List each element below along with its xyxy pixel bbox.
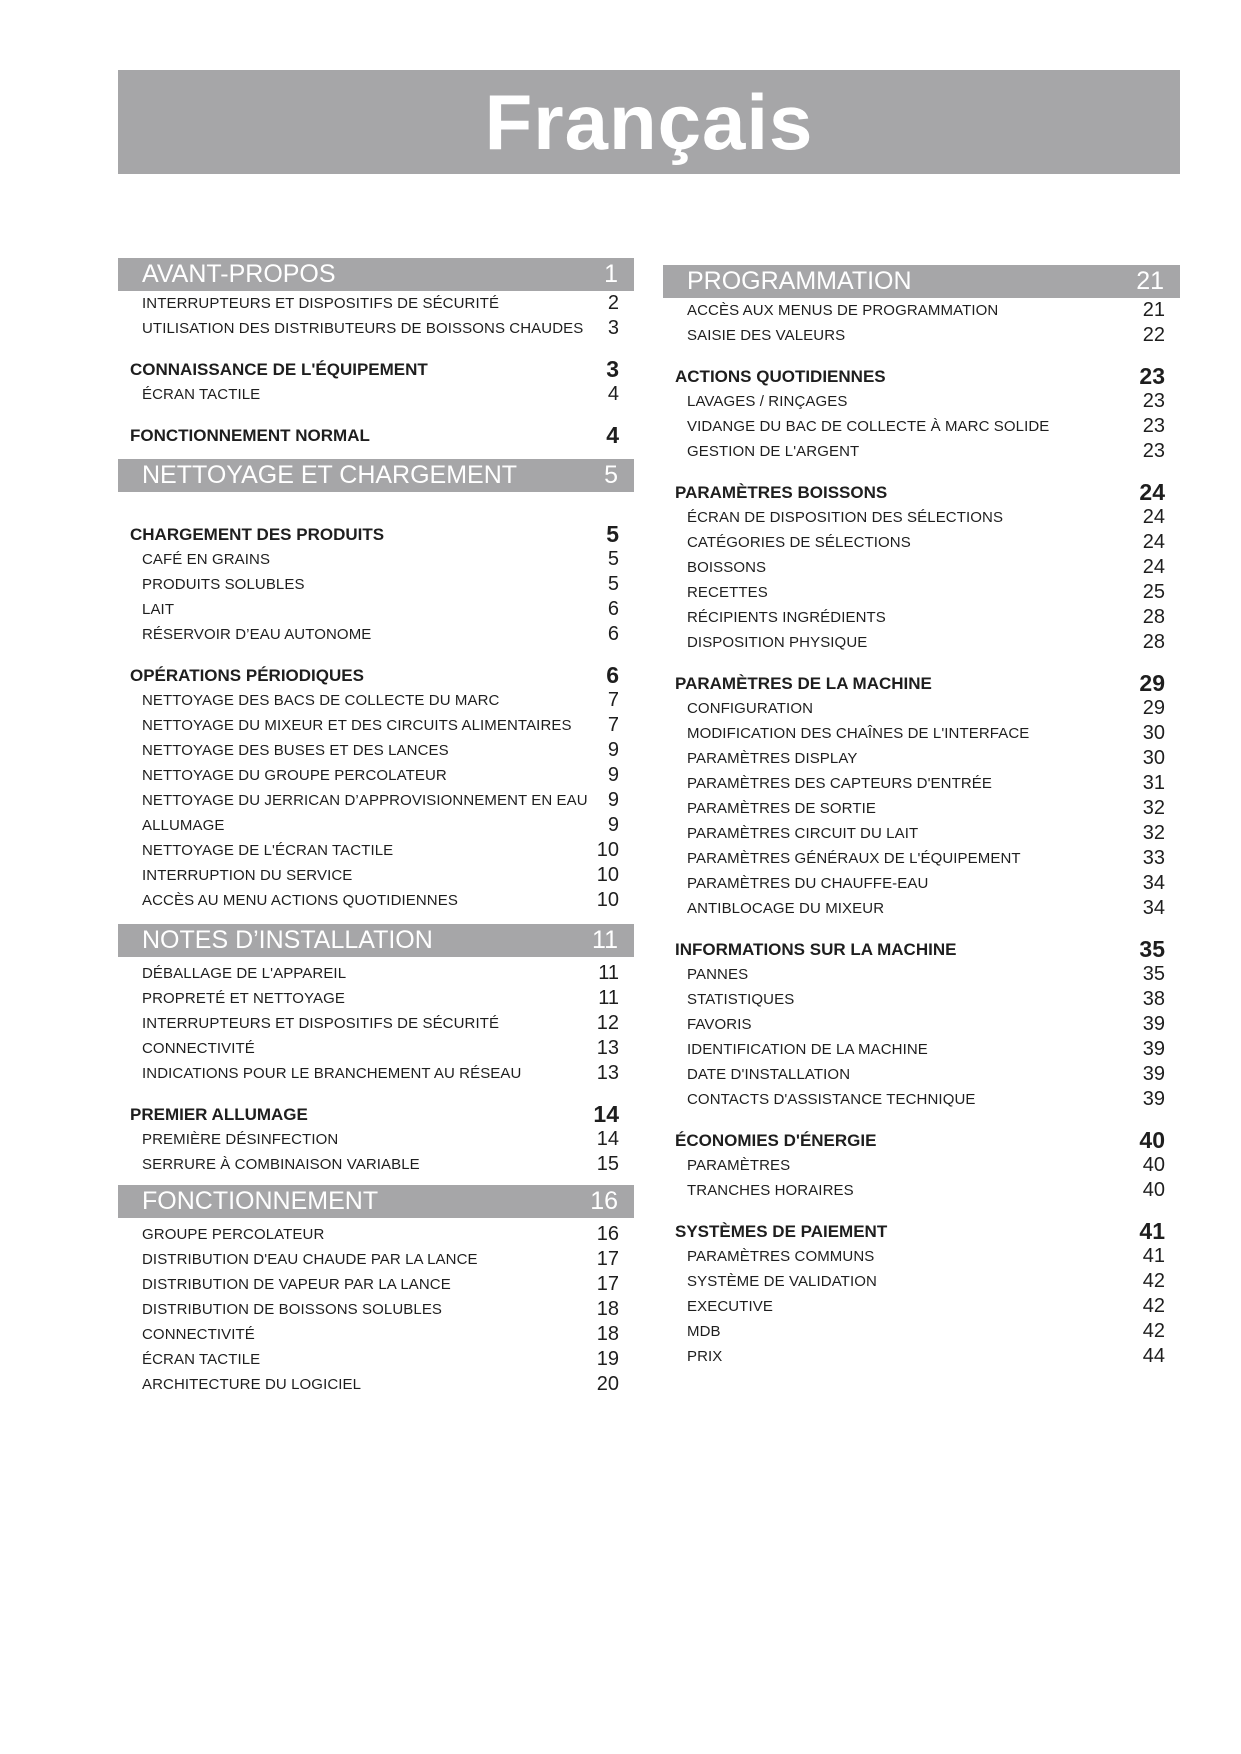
toc-item-title: PARAMÈTRES DISPLAY	[687, 750, 858, 767]
toc-item[interactable]	[118, 1247, 634, 1272]
toc-item[interactable]	[118, 1222, 634, 1247]
toc-item[interactable]	[118, 1322, 634, 1347]
toc-item-title: IDENTIFICATION DE LA MACHINE	[687, 1041, 928, 1058]
toc-item-page: 9	[607, 814, 619, 836]
toc-item[interactable]	[663, 1012, 1180, 1037]
toc-item-title: ÉCRAN TACTILE	[142, 386, 261, 403]
toc-item-title: SERRURE À COMBINAISON VARIABLE	[142, 1156, 420, 1173]
toc-item[interactable]	[663, 389, 1180, 414]
toc-item-title: NETTOYAGE DES BUSES ET DES LANCES	[142, 742, 449, 759]
toc-item-title: VIDANGE DU BAC DE COLLECTE À MARC SOLIDE	[687, 418, 1050, 435]
toc-item-title: GROUPE PERCOLATEUR	[142, 1226, 325, 1243]
toc-item[interactable]	[663, 1153, 1180, 1178]
toc-item[interactable]	[118, 572, 634, 597]
section-header[interactable]	[663, 671, 1180, 696]
toc-item-page: 40	[1142, 1154, 1165, 1176]
toc-left-column	[118, 258, 634, 1397]
toc-item-page: 3	[607, 317, 619, 339]
toc-item[interactable]	[118, 1272, 634, 1297]
toc-item-page: 16	[596, 1223, 619, 1245]
section-title: CONNAISSANCE DE L'ÉQUIPEMENT	[130, 360, 428, 379]
toc-item[interactable]	[118, 547, 634, 572]
toc-item-title: DISPOSITION PHYSIQUE	[687, 634, 868, 651]
toc-item-title: RÉSERVOIR D’EAU AUTONOME	[142, 626, 372, 643]
toc-item-title: GESTION DE L'ARGENT	[687, 443, 860, 460]
toc-item[interactable]	[118, 713, 634, 738]
toc-item-page: 34	[1142, 897, 1165, 919]
toc-item[interactable]	[118, 1297, 634, 1322]
chapter-page: 5	[604, 461, 618, 489]
toc-item-title: PARAMÈTRES GÉNÉRAUX DE L'ÉQUIPEMENT	[687, 850, 1021, 867]
toc-item[interactable]	[118, 961, 634, 986]
toc-item-title: LAVAGES / RINÇAGES	[687, 393, 848, 410]
toc-item-page: 17	[596, 1273, 619, 1295]
toc-item[interactable]	[663, 1244, 1180, 1269]
toc-item-page: 2	[607, 292, 619, 314]
toc-item[interactable]	[663, 580, 1180, 605]
toc-item-page: 41	[1142, 1245, 1165, 1267]
section-title: INFORMATIONS SUR LA MACHINE	[675, 940, 957, 959]
toc-item-page: 18	[596, 1323, 619, 1345]
toc-item-page: 9	[607, 739, 619, 761]
toc-item-title: PARAMÈTRES DU CHAUFFE-EAU	[687, 875, 929, 892]
chapter-header[interactable]	[118, 1185, 634, 1218]
toc-item[interactable]	[663, 323, 1180, 348]
toc-item-title: BOISSONS	[687, 559, 767, 576]
toc-item-page: 24	[1142, 556, 1165, 578]
section-header[interactable]	[663, 1128, 1180, 1153]
toc-item-page: 15	[596, 1153, 619, 1175]
section-title: PARAMÈTRES DE LA MACHINE	[675, 674, 932, 693]
toc-item-page: 40	[1142, 1179, 1165, 1201]
toc-item-page: 11	[598, 987, 619, 1009]
section-page: 4	[606, 422, 619, 448]
toc-item[interactable]	[118, 316, 634, 341]
toc-item[interactable]	[118, 813, 634, 838]
toc-item[interactable]	[663, 1344, 1180, 1369]
toc-item[interactable]	[663, 771, 1180, 796]
toc-item-title: SAISIE DES VALEURS	[687, 327, 846, 344]
toc-item-title: PARAMÈTRES DE SORTIE	[687, 800, 876, 817]
toc-item-title: MODIFICATION DES CHAÎNES DE L'INTERFACE	[687, 725, 1030, 742]
toc-item[interactable]	[118, 1347, 634, 1372]
toc-item-page: 6	[607, 598, 619, 620]
section-page: 41	[1139, 1218, 1165, 1244]
toc-item-title: ARCHITECTURE DU LOGICIEL	[142, 1376, 362, 1393]
toc-item-page: 22	[1142, 324, 1165, 346]
toc-item-title: CONNECTIVITÉ	[142, 1326, 255, 1343]
chapter-header[interactable]	[663, 265, 1180, 298]
toc-item-title: RÉCIPIENTS INGRÉDIENTS	[687, 609, 886, 626]
toc-item-title: INDICATIONS POUR LE BRANCHEMENT AU RÉSEAU	[142, 1065, 522, 1082]
toc-item-page: 31	[1142, 772, 1165, 794]
toc-item-page: 42	[1142, 1270, 1165, 1292]
toc-item-title: LAIT	[142, 601, 175, 618]
section-page: 6	[606, 662, 619, 688]
toc-item-page: 28	[1142, 606, 1165, 628]
toc-item-title: PARAMÈTRES	[687, 1157, 791, 1174]
toc-item-page: 39	[1142, 1038, 1165, 1060]
toc-item-title: NETTOYAGE DU JERRICAN D’APPROVISIONNEMENT EN EAU	[142, 792, 588, 809]
toc-item[interactable]	[118, 863, 634, 888]
section-header[interactable]	[118, 522, 634, 547]
toc-item[interactable]	[118, 1152, 634, 1177]
toc-item-page: 39	[1142, 1063, 1165, 1085]
section-header[interactable]	[118, 357, 634, 382]
toc-item[interactable]	[118, 888, 634, 913]
section-title: PARAMÈTRES BOISSONS	[675, 483, 888, 502]
page-title: Français	[118, 70, 1180, 174]
toc-item[interactable]	[118, 1127, 634, 1152]
toc-item-title: UTILISATION DES DISTRIBUTEURS DE BOISSONS CHAUDES	[142, 320, 584, 337]
toc-item-title: CAFÉ EN GRAINS	[142, 551, 271, 568]
toc-item-title: PRIX	[687, 1348, 723, 1365]
toc-item-page: 29	[1142, 697, 1165, 719]
section-page: 3	[606, 356, 619, 382]
toc-item-page: 39	[1142, 1088, 1165, 1110]
toc-item-title: NETTOYAGE DES BACS DE COLLECTE DU MARC	[142, 692, 500, 709]
toc-item[interactable]	[663, 630, 1180, 655]
toc-item-title: NETTOYAGE DE L'ÉCRAN TACTILE	[142, 842, 394, 859]
toc-item[interactable]	[663, 1319, 1180, 1344]
chapter-title: NOTES D’INSTALLATION	[142, 926, 433, 954]
toc-item-page: 24	[1142, 531, 1165, 553]
toc-item[interactable]	[118, 597, 634, 622]
toc-item[interactable]	[663, 605, 1180, 630]
toc-item-page: 4	[607, 383, 619, 405]
toc-item-title: DATE D'INSTALLATION	[687, 1066, 851, 1083]
toc-item-page: 30	[1142, 722, 1165, 744]
toc-item-title: DISTRIBUTION D'EAU CHAUDE PAR LA LANCE	[142, 1251, 478, 1268]
toc-item-title: CONTACTS D'ASSISTANCE TECHNIQUE	[687, 1091, 976, 1108]
toc-item[interactable]	[663, 1087, 1180, 1112]
section-page: 29	[1139, 670, 1165, 696]
toc-item-title: NETTOYAGE DU MIXEUR ET DES CIRCUITS ALIMENTAIRES	[142, 717, 572, 734]
toc-item[interactable]	[663, 871, 1180, 896]
toc-item-title: ANTIBLOCAGE DU MIXEUR	[687, 900, 885, 917]
section-header[interactable]	[118, 1102, 634, 1127]
toc-item-page: 11	[598, 962, 619, 984]
toc-item[interactable]	[663, 1062, 1180, 1087]
toc-item-title: PANNES	[687, 966, 749, 983]
toc-item-title: ACCÈS AU MENU ACTIONS QUOTIDIENNES	[142, 892, 458, 909]
toc-item-title: MDB	[687, 1323, 721, 1340]
toc-item-title: FAVORIS	[687, 1016, 752, 1033]
section-header[interactable]	[663, 364, 1180, 389]
toc-item-title: NETTOYAGE DU GROUPE PERCOLATEUR	[142, 767, 447, 784]
toc-item-page: 23	[1142, 440, 1165, 462]
section-title: FONCTIONNEMENT NORMAL	[130, 426, 370, 445]
toc-item-title: INTERRUPTION DU SERVICE	[142, 867, 353, 884]
toc-item-page: 12	[596, 1012, 619, 1034]
toc-item-title: INTERRUPTEURS ET DISPOSITIFS DE SÉCURITÉ	[142, 1015, 500, 1032]
toc-item-page: 23	[1142, 390, 1165, 412]
toc-item[interactable]	[118, 1011, 634, 1036]
section-title: OPÉRATIONS PÉRIODIQUES	[130, 666, 364, 685]
toc-item-page: 13	[596, 1037, 619, 1059]
chapter-header[interactable]	[118, 924, 634, 957]
toc-item-page: 32	[1142, 822, 1165, 844]
section-header[interactable]	[118, 423, 634, 448]
toc-item[interactable]	[663, 696, 1180, 721]
toc-item-page: 14	[596, 1128, 619, 1150]
toc-item[interactable]	[118, 1036, 634, 1061]
toc-item-title: CONNECTIVITÉ	[142, 1040, 255, 1057]
section-page: 14	[593, 1101, 619, 1127]
section-title: ÉCONOMIES D'ÉNERGIE	[675, 1131, 877, 1150]
toc-item-title: PROPRETÉ ET NETTOYAGE	[142, 990, 345, 1007]
toc-item-title: EXECUTIVE	[687, 1298, 773, 1315]
chapter-title: AVANT-PROPOS	[142, 260, 336, 288]
toc-item-page: 10	[596, 889, 619, 911]
toc-item-page: 9	[607, 789, 619, 811]
toc-item-title: ÉCRAN TACTILE	[142, 1351, 261, 1368]
section-page: 5	[606, 521, 619, 547]
toc-item-page: 20	[596, 1373, 619, 1395]
toc-item[interactable]	[663, 298, 1180, 323]
toc-item[interactable]	[663, 1269, 1180, 1294]
section-header[interactable]	[663, 937, 1180, 962]
section-header[interactable]	[663, 1219, 1180, 1244]
toc-item[interactable]	[663, 414, 1180, 439]
toc-item[interactable]	[663, 1294, 1180, 1319]
toc-item-page: 38	[1142, 988, 1165, 1010]
toc-item-page: 42	[1142, 1320, 1165, 1342]
toc-item[interactable]	[118, 738, 634, 763]
toc-item-page: 28	[1142, 631, 1165, 653]
toc-item-page: 32	[1142, 797, 1165, 819]
toc-item-page: 7	[607, 714, 619, 736]
toc-item-title: PARAMÈTRES CIRCUIT DU LAIT	[687, 825, 919, 842]
toc-item[interactable]	[118, 622, 634, 647]
toc-item[interactable]	[118, 986, 634, 1011]
chapter-page: 16	[590, 1187, 618, 1215]
toc-item[interactable]	[118, 1061, 634, 1086]
toc-item-title: DISTRIBUTION DE VAPEUR PAR LA LANCE	[142, 1276, 451, 1293]
chapter-header[interactable]	[118, 258, 634, 291]
toc-item-page: 23	[1142, 415, 1165, 437]
toc-item[interactable]	[663, 746, 1180, 771]
toc-item-title: PARAMÈTRES COMMUNS	[687, 1248, 875, 1265]
toc-item-title: PARAMÈTRES DES CAPTEURS D'ENTRÉE	[687, 775, 993, 792]
toc-item[interactable]	[663, 1178, 1180, 1203]
chapter-title: PROGRAMMATION	[687, 267, 912, 295]
toc-item-page: 21	[1142, 299, 1165, 321]
toc-item-page: 6	[607, 623, 619, 645]
section-title: CHARGEMENT DES PRODUITS	[130, 525, 385, 544]
toc-item-page: 34	[1142, 872, 1165, 894]
toc-item-page: 18	[596, 1298, 619, 1320]
toc-item-title: RECETTES	[687, 584, 768, 601]
section-header[interactable]	[663, 480, 1180, 505]
toc-item-page: 10	[596, 864, 619, 886]
toc-item[interactable]	[663, 962, 1180, 987]
toc-item-page: 42	[1142, 1295, 1165, 1317]
toc-item[interactable]	[663, 1037, 1180, 1062]
chapter-title: FONCTIONNEMENT	[142, 1187, 379, 1215]
toc-item-title: PREMIÈRE DÉSINFECTION	[142, 1131, 339, 1148]
toc-item[interactable]	[663, 505, 1180, 530]
chapter-header[interactable]	[118, 459, 634, 492]
section-header[interactable]	[118, 663, 634, 688]
toc-item-page: 5	[607, 573, 619, 595]
toc-item-page: 7	[607, 689, 619, 711]
section-page: 35	[1139, 936, 1165, 962]
section-title: PREMIER ALLUMAGE	[130, 1105, 308, 1124]
toc-item-page: 33	[1142, 847, 1165, 869]
toc-item[interactable]	[663, 721, 1180, 746]
toc-item-page: 44	[1142, 1345, 1165, 1367]
toc-item[interactable]	[663, 987, 1180, 1012]
toc-item-page: 39	[1142, 1013, 1165, 1035]
toc-item-page: 19	[596, 1348, 619, 1370]
toc-item[interactable]	[118, 838, 634, 863]
toc-right-column	[663, 265, 1180, 1369]
toc-item-title: DISTRIBUTION DE BOISSONS SOLUBLES	[142, 1301, 443, 1318]
toc-item-title: TRANCHES HORAIRES	[687, 1182, 854, 1199]
toc-item-page: 24	[1142, 506, 1165, 528]
toc-item[interactable]	[663, 530, 1180, 555]
toc-item-title: INTERRUPTEURS ET DISPOSITIFS DE SÉCURITÉ	[142, 295, 500, 312]
toc-item[interactable]	[663, 439, 1180, 464]
toc-item[interactable]	[663, 821, 1180, 846]
chapter-page: 11	[592, 926, 618, 954]
toc-item-title: CATÉGORIES DE SÉLECTIONS	[687, 534, 911, 551]
chapter-page: 21	[1136, 267, 1164, 295]
toc-item-page: 13	[596, 1062, 619, 1084]
section-title: ACTIONS QUOTIDIENNES	[675, 367, 886, 386]
toc-item[interactable]	[118, 1372, 634, 1397]
toc-item[interactable]	[663, 796, 1180, 821]
toc-item-page: 10	[596, 839, 619, 861]
toc-item-title: ALLUMAGE	[142, 817, 225, 834]
section-title: SYSTÈMES DE PAIEMENT	[675, 1222, 888, 1241]
toc-item-title: DÉBALLAGE DE L'APPAREIL	[142, 965, 347, 982]
toc-item-title: PRODUITS SOLUBLES	[142, 576, 305, 593]
toc-item-page: 25	[1142, 581, 1165, 603]
section-page: 23	[1139, 363, 1165, 389]
toc-item-page: 9	[607, 764, 619, 786]
toc-item[interactable]	[118, 688, 634, 713]
chapter-title: NETTOYAGE ET CHARGEMENT	[142, 461, 518, 489]
toc-item-title: STATISTIQUES	[687, 991, 795, 1008]
toc-item-page: 17	[596, 1248, 619, 1270]
toc-item[interactable]	[118, 788, 634, 813]
toc-item[interactable]	[118, 382, 634, 407]
section-page: 24	[1139, 479, 1165, 505]
toc-item[interactable]	[118, 763, 634, 788]
toc-item[interactable]	[663, 846, 1180, 871]
toc-item-page: 35	[1142, 963, 1165, 985]
chapter-page: 1	[604, 260, 618, 288]
toc-item-title: CONFIGURATION	[687, 700, 814, 717]
toc-item[interactable]	[118, 291, 634, 316]
toc-item-title: ACCÈS AUX MENUS DE PROGRAMMATION	[687, 302, 999, 319]
toc-item-title: ÉCRAN DE DISPOSITION DES SÉLECTIONS	[687, 509, 1004, 526]
toc-item[interactable]	[663, 896, 1180, 921]
toc-item-page: 30	[1142, 747, 1165, 769]
section-page: 40	[1139, 1127, 1165, 1153]
toc-item-page: 5	[607, 548, 619, 570]
toc-item[interactable]	[663, 555, 1180, 580]
toc-item-title: SYSTÈME DE VALIDATION	[687, 1273, 877, 1290]
